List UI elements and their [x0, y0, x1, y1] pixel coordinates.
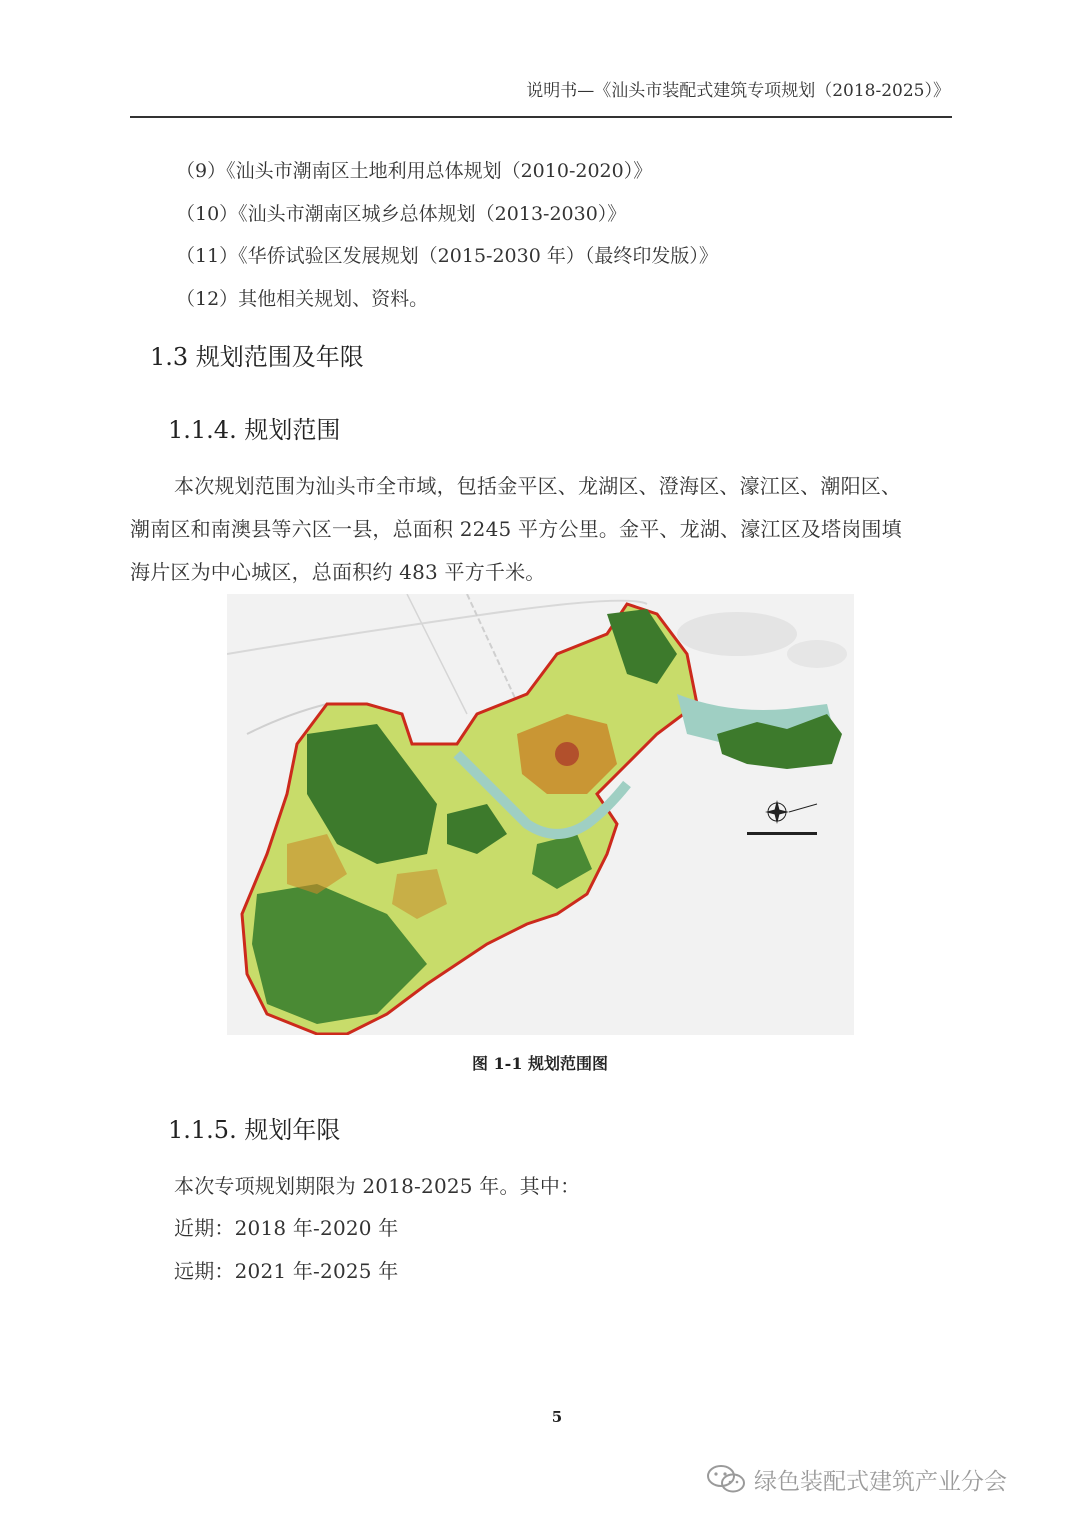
reference-item-9: （9）《汕头市潮南区土地利用总体规划（2010-2020）》	[176, 160, 653, 182]
scope-paragraph-line: 本次规划范围为汕头市全市域，包括金平区、龙湖区、澄海区、濠江区、潮阳区、	[174, 474, 902, 498]
figure-caption: 图 1-1 规划范围图	[471, 1054, 609, 1073]
near-term-line: 近期：2018 年-2020 年	[174, 1216, 399, 1240]
page-number: 5	[551, 1408, 563, 1426]
reference-item-11: （11）《华侨试验区发展规划（2015-2030 年）（最终印发版）》	[176, 245, 718, 267]
section-heading: 1.3 规划范围及年限	[150, 343, 364, 371]
header-divider	[130, 116, 952, 118]
wechat-icon	[706, 1463, 746, 1495]
watermark-text: 绿色装配式建筑产业分会	[754, 1468, 1007, 1495]
watermark	[706, 1461, 1007, 1497]
period-heading: 1.1.5. 规划年限	[168, 1116, 341, 1144]
map-graphic	[227, 594, 854, 1035]
period-line: 本次专项规划期限为 2018-2025 年。其中：	[174, 1174, 581, 1198]
reference-item-12: （12）其他相关规划、资料。	[176, 288, 429, 310]
scope-paragraph-line: 潮南区和南澳县等六区一县，总面积 2245 平方公里。金平、龙湖、濠江区及塔岗围填	[130, 517, 902, 541]
long-term-line: 远期：2021 年-2025 年	[174, 1259, 399, 1283]
running-header: 说明书—《汕头市装配式建筑专项规划（2018-2025）》	[526, 81, 950, 101]
reference-item-10: （10）《汕头市潮南区城乡总体规划（2013-2030）》	[176, 203, 627, 225]
scope-heading: 1.1.4. 规划范围	[168, 416, 341, 444]
planning-scope-map	[227, 594, 854, 1035]
scope-paragraph-line: 海片区为中心城区，总面积约 483 平方千米。	[130, 560, 546, 584]
